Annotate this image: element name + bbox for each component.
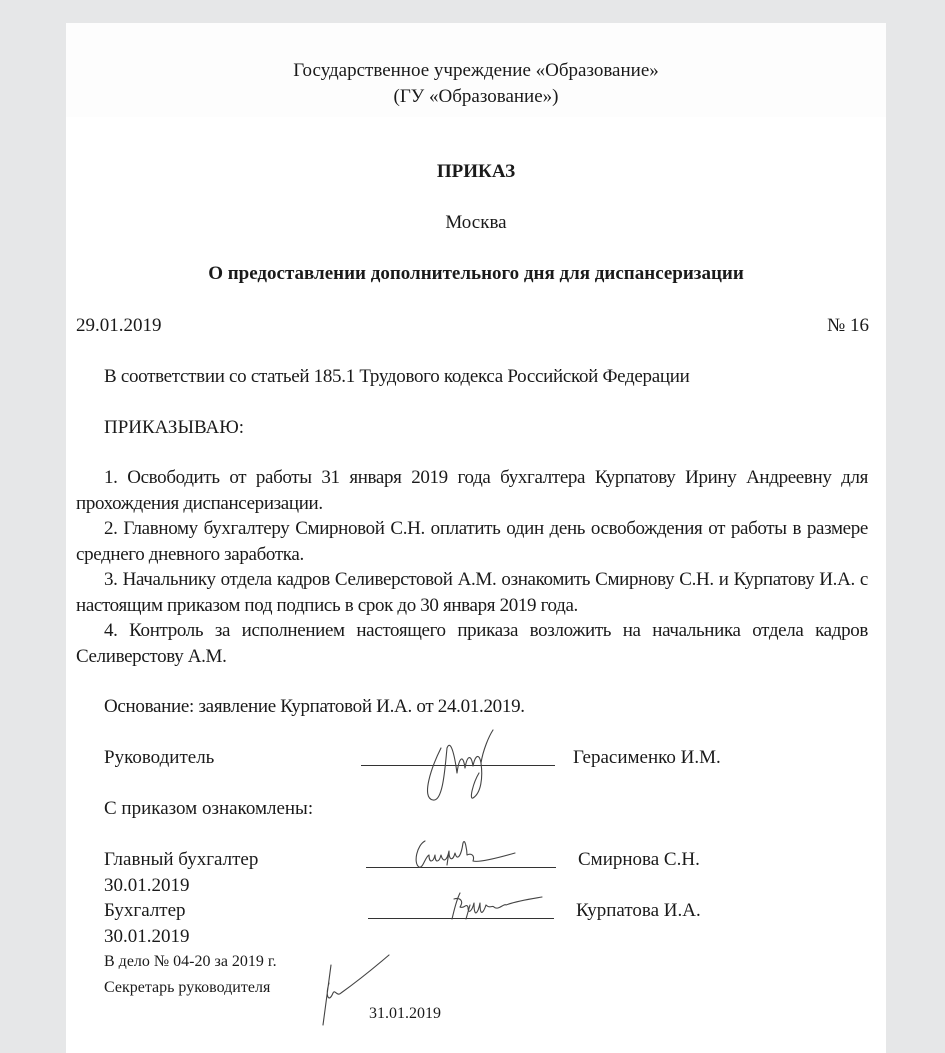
acquainted-label: С приказом ознакомлены:: [104, 798, 314, 819]
accountant-date: 30.01.2019: [104, 926, 190, 947]
document-date: 29.01.2019: [76, 315, 162, 336]
document-city: Москва: [445, 212, 507, 233]
head-signature-icon: [421, 728, 501, 808]
head-name: Герасименко И.М.: [573, 747, 721, 768]
head-position: Руководитель: [104, 747, 215, 768]
basis: Основание: заявление Курпатовой И.А. от 24.01.2019.: [104, 696, 525, 717]
document-number: № 16: [827, 315, 869, 336]
document-page: [66, 23, 886, 1053]
case-note: В дело № 04-20 за 2019 г.: [104, 953, 277, 970]
secretary-position: Секретарь руководителя: [104, 979, 271, 996]
accountant-signature-icon: [446, 889, 546, 925]
order-item: 4. Контроль за исполнением настоящего приказа возложить на начальника отдела кадров Селиверстову А.М.: [76, 620, 868, 667]
preamble: В соответствии со статьей 185.1 Трудового кодекса Российской Федерации: [104, 366, 690, 387]
organization-full-name: Государственное учреждение «Образование»: [293, 60, 659, 81]
order-item: 3. Начальнику отдела кадров Селиверстовой А.М. ознакомить Смирнову С.Н. и Курпатову И.А. с настоящим приказом под подпись в срок до 30 января 2019 года.: [76, 569, 868, 616]
chief-accountant-name: Смирнова С.Н.: [578, 849, 700, 870]
accountant-name: Курпатова И.А.: [576, 900, 701, 921]
order-items: [76, 465, 868, 669]
order-item: 2. Главному бухгалтеру Смирновой С.Н. оплатить один день освобождения от работы в размере среднего дневного заработка.: [76, 518, 868, 565]
organization-short-name: (ГУ «Образование»): [393, 86, 559, 107]
chief-accountant-date: 30.01.2019: [104, 875, 190, 896]
order-item: 1. Освободить от работы 31 января 2019 года бухгалтера Курпатову Ирину Андреевну для прохождения диспансеризации.: [76, 467, 868, 514]
chief-accountant-position: Главный бухгалтер: [104, 849, 259, 870]
chief-accountant-signature-icon: [411, 835, 521, 875]
document-type: ПРИКАЗ: [436, 161, 516, 182]
filing-date: 31.01.2019: [369, 1005, 441, 1022]
order-word: ПРИКАЗЫВАЮ:: [104, 417, 245, 438]
accountant-position: Бухгалтер: [104, 900, 186, 921]
document-subject: О предоставлении дополнительного дня для диспансеризации: [208, 263, 744, 284]
